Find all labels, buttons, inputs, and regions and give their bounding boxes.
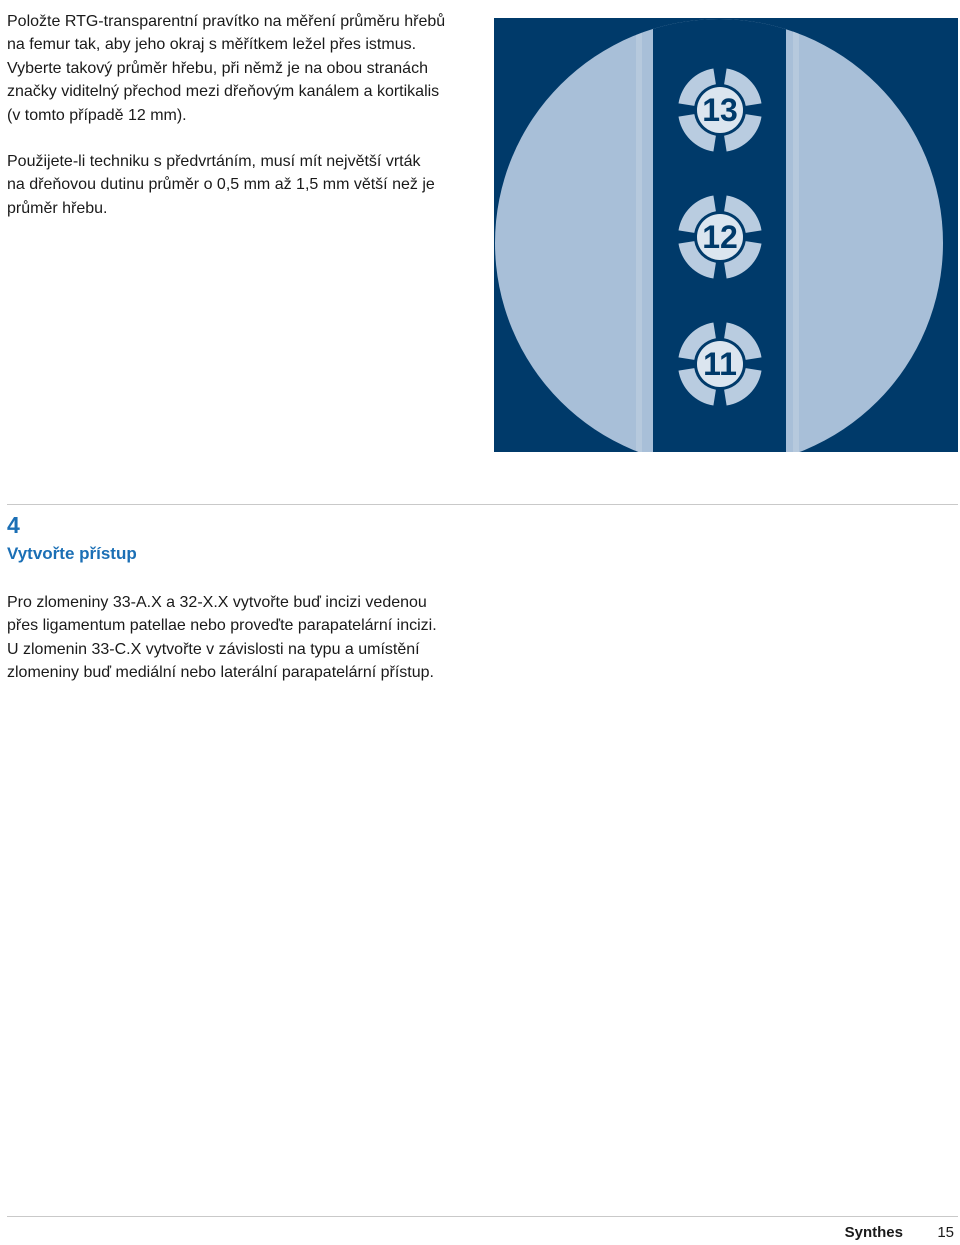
marker-label: 12 bbox=[702, 219, 738, 255]
intro-line: na femur tak, aby jeho okraj s měřítkem ležel přes istmus. bbox=[7, 36, 417, 54]
marker-label: 13 bbox=[702, 92, 738, 128]
brand-name: Synthes bbox=[844, 1224, 903, 1241]
ruler-edge bbox=[793, 18, 799, 452]
ruler-xray-figure bbox=[494, 18, 958, 452]
step-paragraph bbox=[7, 591, 482, 685]
step-line: U zlomenin 33-C.X vytvořte v závislosti na typu a umístění bbox=[7, 640, 420, 658]
section-divider bbox=[7, 504, 958, 505]
page-number: 15 bbox=[937, 1224, 954, 1241]
intro-line: značky viditelný přechod mezi dřeňovým kanálem a kortikalis bbox=[7, 83, 440, 101]
intro-line: Vyberte takový průměr hřebu, při němž je na obou stranách bbox=[7, 59, 428, 77]
step-line: přes ligamentum patellae nebo proveďte parapatelární incizi. bbox=[7, 617, 437, 635]
drill-note-line: na dřeňovou dutinu průměr o 0,5 mm až 1,5 mm větší než je bbox=[7, 176, 435, 194]
intro-line: (v tomto případě 12 mm). bbox=[7, 106, 187, 124]
intro-paragraph bbox=[7, 10, 482, 127]
footer-rule bbox=[7, 1216, 958, 1217]
step-line: Pro zlomeniny 33-A.X a 32-X.X vytvořte buď incizi vedenou bbox=[7, 594, 427, 611]
step-title: Vytvořte přístup bbox=[7, 544, 137, 563]
intro-line: Položte RTG-transparentní pravítko na měření průměru hřebů bbox=[7, 13, 446, 30]
drill-note-paragraph bbox=[7, 150, 482, 220]
ruler-edge bbox=[636, 18, 642, 452]
step-line: zlomeniny buď mediální nebo laterální parapatelární přístup. bbox=[7, 664, 434, 682]
drill-note-line: průměr hřebu. bbox=[7, 199, 108, 217]
drill-note-line: Použijete-li techniku s předvrtáním, musí mít největší vrták bbox=[7, 153, 421, 170]
step-number: 4 bbox=[7, 512, 20, 538]
marker-label: 11 bbox=[703, 346, 737, 382]
